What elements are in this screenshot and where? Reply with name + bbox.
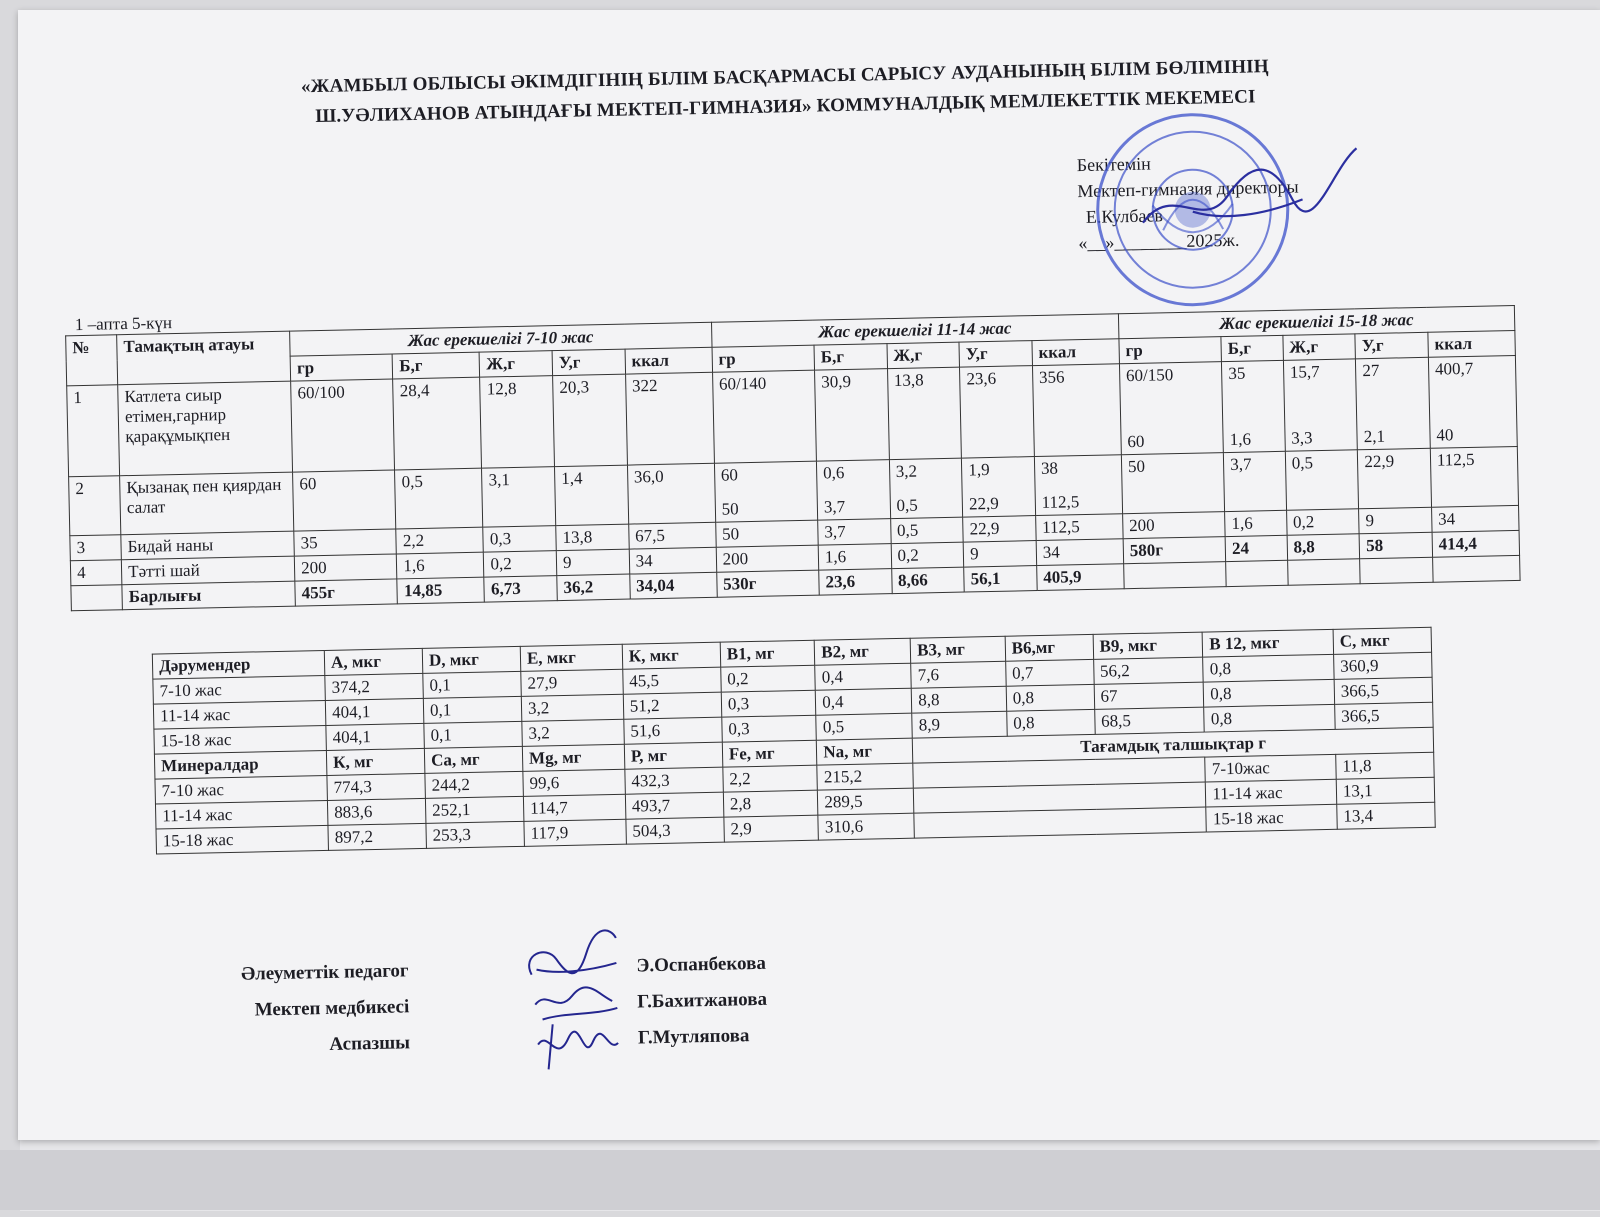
cell: 23,6	[819, 569, 892, 596]
sub-gr: гр	[290, 354, 393, 381]
cell: 530г	[716, 570, 819, 597]
sub-b: Б,г	[814, 344, 887, 371]
approval-line-4: «__»________2025ж.	[1078, 229, 1240, 254]
cell: 244,2	[425, 771, 523, 798]
cell-stack	[1428, 355, 1517, 448]
cell: 30,9	[815, 369, 889, 462]
sub-u: У,г	[552, 349, 625, 376]
cell: 3,7	[1223, 451, 1286, 511]
age-group-7-10: Жас ерекшелігі 7-10 жас	[290, 322, 712, 356]
cell: 60/100	[291, 379, 395, 472]
cell: 374,2	[325, 673, 423, 700]
cell: 2,9	[724, 815, 819, 842]
cell: 13,4	[1337, 802, 1436, 829]
cell: 9	[963, 541, 1036, 568]
cell: 8,9	[912, 711, 1007, 738]
header-cell: С, мкг	[1333, 627, 1432, 654]
cell: 15-18 жас	[1206, 804, 1337, 832]
header-cell: В2, мг	[815, 638, 911, 665]
row-num: 3	[70, 535, 122, 561]
director-signature	[1131, 138, 1373, 253]
cell: 60	[293, 470, 397, 531]
cell: 38	[1040, 458, 1059, 478]
cell: 8,66	[891, 567, 964, 594]
cell: 404,1	[325, 698, 423, 725]
cell: 112,5	[1035, 514, 1123, 541]
header-line-2: Ш.УӘЛИХАНОВ АТЫНДАҒЫ МЕКТЕП-ГИМНАЗИЯ» КОММУНАЛДЫҚ МЕМЛЕКЕТТІК МЕКЕМЕСІ	[315, 86, 1256, 128]
sub-b: Б,г	[1221, 335, 1283, 361]
header-cell: Дәрумендер	[152, 650, 325, 679]
cell: 20,3	[553, 374, 627, 467]
cell	[1287, 559, 1360, 586]
cell: 3,1	[482, 467, 556, 528]
cell: 0,1	[424, 721, 522, 748]
cell: 50	[715, 520, 818, 547]
header-cell: Е, мкг	[520, 644, 622, 671]
cell: 34	[1431, 505, 1519, 532]
cell: 2,8	[723, 790, 818, 817]
cell: 56,1	[964, 566, 1037, 593]
cell: 22,9	[963, 516, 1036, 543]
cell	[914, 807, 1207, 838]
header-line-1: «ЖАМБЫЛ ОБЛЫСЫ ӘКІМДІГІНІҢ БІЛІМ БАСҚАРМАСЫ САРЫСУ АУДАНЫНЫҢ БІЛІМ БӨЛІМІНІҢ	[300, 56, 1269, 98]
dish-name: Қызанақ пен қиярдан салат	[120, 472, 294, 535]
signer-names	[636, 944, 858, 1057]
cell: 8,8	[1287, 534, 1360, 561]
cell: 27	[1362, 360, 1380, 381]
cell: 0,3	[721, 690, 816, 717]
cell: 67	[1094, 682, 1204, 709]
cell	[1123, 562, 1226, 589]
cell: 34	[629, 547, 717, 574]
cell: 3,7	[818, 519, 891, 546]
row-num	[71, 585, 123, 611]
sub-gr: гр	[1119, 337, 1222, 364]
header-cell: В6,мг	[1005, 634, 1093, 661]
cell: 6,73	[484, 576, 557, 603]
cell: 3,2	[895, 461, 918, 481]
dish-name: Катлета сиыр етімен,гарнир қарақұмықпен	[118, 381, 293, 476]
cell: 0,8	[1204, 704, 1335, 732]
cell-stack	[816, 460, 890, 521]
cell: 9	[556, 549, 629, 576]
cell: 360,9	[1333, 652, 1432, 679]
cell: 0,7	[1005, 659, 1093, 686]
row-num: 2	[69, 476, 121, 536]
cell: 0,8	[1006, 684, 1094, 711]
cell: 112,5	[1430, 446, 1518, 507]
cell: 15-18 жас	[154, 725, 327, 754]
cell-stack	[1119, 362, 1223, 455]
cell: 56,2	[1093, 657, 1203, 684]
cell: 1,6	[818, 544, 891, 571]
cell: 0,1	[423, 671, 521, 698]
cell: 35	[294, 529, 397, 556]
menu-table	[65, 305, 1520, 611]
sub-kkal: ккал	[625, 347, 713, 374]
cell: 7-10 жас	[155, 775, 328, 804]
name-bakhitzhanova: Г.Бахитжанова	[637, 988, 768, 1013]
nutrients-table	[152, 627, 1436, 855]
cell: 3,2	[521, 694, 623, 721]
col-num: №	[66, 335, 118, 386]
sub-zh: Ж,г	[887, 342, 960, 369]
cell: 1,6	[1229, 429, 1252, 449]
cell: 3,7	[823, 497, 846, 517]
header-cell: Минералдар	[154, 750, 327, 779]
header-cell: Mg, мг	[522, 744, 624, 771]
cell: 11-14 жас	[155, 800, 328, 829]
header-cell: Са, мг	[424, 746, 522, 773]
cell: 0,3	[722, 715, 817, 742]
header-cell: Р, мг	[624, 742, 723, 769]
cell: 114,7	[523, 794, 625, 821]
name-mutlyapova: Г.Мутляпова	[637, 1025, 750, 1049]
header-cell: К, мкг	[622, 642, 721, 669]
approval-line-2: Мектеп-гимназия директоры	[1077, 176, 1299, 202]
cell: 400,7	[1434, 358, 1474, 379]
cell: 15,7	[1289, 362, 1320, 382]
header-cell: В9, мкг	[1093, 632, 1203, 659]
cell: 117,9	[524, 819, 626, 846]
cell: 252,1	[425, 796, 523, 823]
approval-line-3: Е.Кулбаев	[1085, 205, 1164, 227]
cell: 60	[1127, 431, 1145, 452]
cell: 0,1	[423, 696, 521, 723]
cell: 0,5	[1285, 450, 1359, 511]
cell-stack	[1283, 359, 1357, 452]
cell: 0,2	[891, 542, 964, 569]
cell: 7-10 жас	[153, 675, 326, 704]
cell: 67,5	[628, 522, 716, 549]
sub-zh: Ж,г	[480, 351, 553, 378]
cell	[1360, 557, 1433, 584]
header-cell: К, мг	[326, 748, 424, 775]
cell: 23,6	[960, 366, 1034, 459]
cell: 0,6	[822, 463, 845, 483]
cell-stack	[1222, 360, 1285, 452]
cell: 14,85	[397, 577, 485, 604]
cell: 504,3	[626, 817, 725, 844]
cell: 36,0	[627, 463, 715, 524]
age-group-15-18: Жас ерекшелігі 15-18 жас	[1118, 305, 1515, 338]
cell: 22,9	[968, 493, 1000, 514]
name-ospanbekova: Э.Оспанбекова	[636, 952, 767, 977]
header-cell: Fe, мг	[722, 740, 817, 767]
cell-stack	[962, 457, 1036, 518]
cell: 0,8	[1203, 654, 1334, 682]
cell: 1,6	[1225, 510, 1287, 536]
cell: 24	[1225, 535, 1287, 561]
cell: 45,5	[623, 667, 722, 694]
cell: 68,5	[1094, 707, 1204, 734]
role-cook: Аспазшы	[329, 1032, 411, 1055]
cell: 0,2	[721, 665, 816, 692]
cell: 12,8	[480, 376, 554, 469]
cell-stack	[714, 461, 818, 522]
cell: 22,9	[1358, 448, 1432, 509]
cell: 2,2	[396, 527, 484, 554]
cell: 13,1	[1336, 777, 1435, 804]
cell: 34	[1036, 539, 1124, 566]
cell: 60/140	[712, 370, 816, 463]
cell: 455г	[295, 579, 398, 606]
cell: 13,8	[887, 367, 961, 460]
cell: 50	[721, 499, 739, 519]
header-cell: В3, мг	[910, 636, 1005, 663]
cell: 1,6	[397, 552, 485, 579]
cell: 1,4	[555, 465, 629, 526]
cell: 13,8	[556, 524, 629, 551]
cell: 28,4	[393, 377, 482, 470]
cell: 310,6	[818, 813, 914, 840]
header-cell: D, мкг	[422, 646, 520, 673]
cell: 0,2	[1286, 509, 1359, 536]
role-school-nurse: Мектеп медбикесі	[254, 996, 410, 1021]
row-num: 1	[67, 385, 120, 477]
cell: 60/150	[1125, 365, 1174, 386]
cell: 60	[720, 465, 739, 485]
cell: 580г	[1123, 537, 1226, 564]
cell: 11,8	[1336, 752, 1435, 779]
cell: 2,1	[1363, 426, 1386, 447]
cell: 0,2	[484, 551, 557, 578]
cell: 432,3	[625, 767, 724, 794]
cell: 200	[1122, 512, 1225, 539]
cell: 215,2	[817, 763, 913, 790]
sub-gr: гр	[712, 345, 815, 372]
cell: 0,4	[816, 688, 912, 715]
cell: 58	[1359, 532, 1432, 559]
sub-zh: Ж,г	[1283, 334, 1356, 361]
cell: 356	[1032, 364, 1121, 457]
cell-stack	[1034, 455, 1122, 516]
row-num: 4	[70, 560, 122, 586]
cell: 366,5	[1334, 677, 1433, 704]
week-day-label: 1 –апта 5-күн	[74, 313, 173, 335]
cell: 2,2	[723, 765, 818, 792]
cell: 3,2	[522, 719, 624, 746]
cell: 3,3	[1291, 428, 1313, 448]
cell-stack	[1356, 357, 1430, 450]
cell: 50	[1121, 453, 1225, 514]
cell: 0,3	[483, 526, 556, 553]
cell: 27,9	[521, 669, 623, 696]
cell: 366,5	[1335, 702, 1434, 729]
col-name: Тамақтың атауы	[117, 331, 291, 385]
cell: 15-18 жас	[156, 825, 329, 854]
cell: 40	[1436, 425, 1454, 445]
cell: 0,5	[896, 495, 918, 515]
cell: 493,7	[625, 792, 724, 819]
role-social-pedagogue: Әлеуметтік педагог	[240, 960, 409, 985]
cell	[1432, 555, 1520, 582]
header-cell: А, мкг	[324, 648, 422, 675]
header-cell: Na, мг	[817, 738, 913, 765]
cell: 0,8	[1204, 679, 1335, 707]
cell: 8,8	[911, 686, 1006, 713]
sub-kkal: ккал	[1428, 330, 1516, 357]
cell: 35	[1228, 363, 1246, 383]
cell: 11-14 жас	[1206, 779, 1337, 807]
cell: 0,4	[815, 663, 911, 690]
total-label: Барлығы	[122, 581, 295, 610]
cell: 34,04	[629, 572, 717, 599]
signer-roles	[158, 953, 410, 1066]
cell: 774,3	[327, 773, 425, 800]
cell: 7,6	[911, 661, 1006, 688]
cell: 1,9	[968, 460, 990, 480]
sub-u: У,г	[1355, 332, 1428, 359]
handwritten-signatures	[516, 923, 629, 1075]
cell: 253,3	[426, 821, 524, 848]
cell: 51,2	[623, 692, 722, 719]
cell: 112,5	[1041, 492, 1080, 512]
cell: 200	[294, 554, 397, 581]
cell: 405,9	[1036, 564, 1124, 591]
cell: 289,5	[818, 788, 914, 815]
cell: 414,4	[1432, 530, 1520, 557]
age-group-11-14: Жас ерекшелігі 11-14 жас	[711, 314, 1119, 348]
cell: 883,6	[327, 798, 425, 825]
sub-kkal: ккал	[1032, 339, 1120, 366]
cell	[1226, 560, 1288, 586]
sub-u: У,г	[959, 341, 1032, 368]
cell: 7-10жас	[1205, 754, 1336, 782]
cell: 404,1	[326, 723, 424, 750]
cell: 51,6	[624, 717, 723, 744]
cell: 200	[716, 545, 819, 572]
fiber-title: Тағамдық талшықтар г	[913, 727, 1434, 763]
cell: 9	[1359, 507, 1432, 534]
cell: 0,5	[890, 517, 963, 544]
sub-b: Б,г	[393, 352, 481, 379]
cell-stack	[889, 458, 963, 519]
cell: 0,8	[1006, 709, 1094, 736]
header-cell: В1, мг	[720, 640, 815, 667]
header-cell: В 12, мкг	[1203, 629, 1334, 657]
cell: 322	[625, 372, 714, 465]
cell: 0,5	[816, 713, 912, 740]
dish-name: Тәтті шай	[121, 556, 294, 585]
cell: 897,2	[328, 823, 426, 850]
approval-line-1: Бекітемін	[1076, 153, 1151, 176]
cell: 11-14 жас	[153, 700, 326, 729]
cell: 36,2	[557, 574, 630, 601]
dish-name: Бидай наны	[121, 531, 294, 560]
cell: 99,6	[523, 769, 625, 796]
cell: 0,5	[395, 468, 483, 529]
